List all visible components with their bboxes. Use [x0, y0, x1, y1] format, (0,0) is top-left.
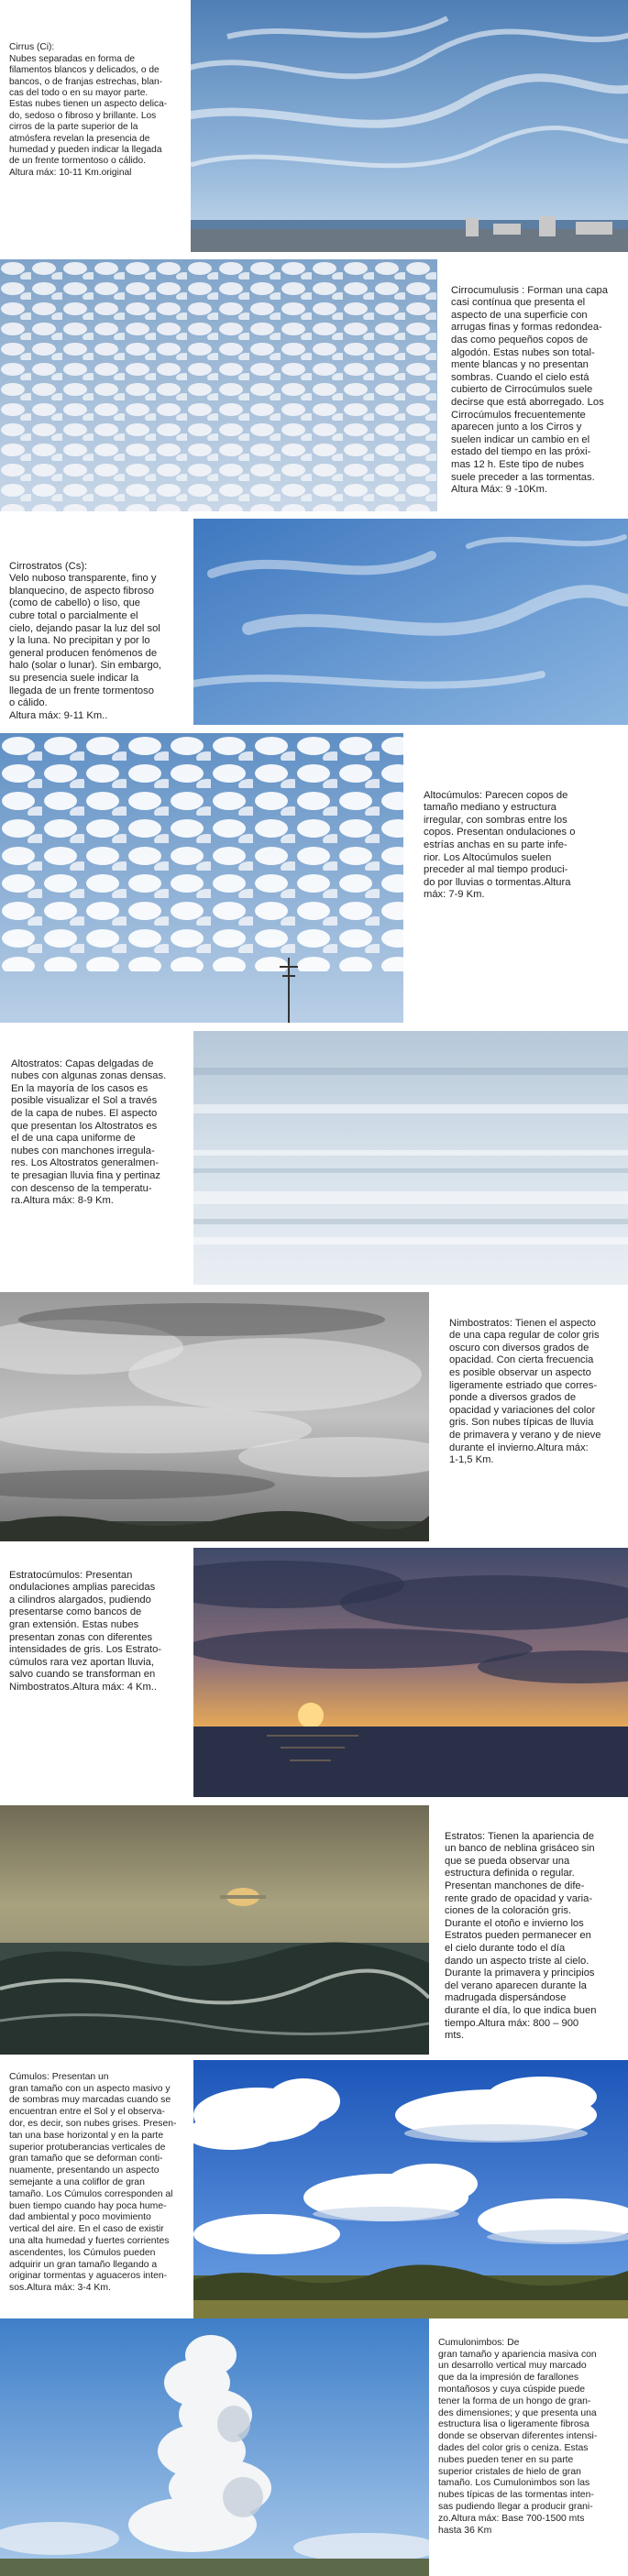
cirrocumulus-photo — [0, 259, 437, 511]
stratus-photo — [0, 1805, 429, 2055]
cloud-row-cirrocumulus — [0, 259, 628, 511]
cumulus-photo — [193, 2060, 628, 2318]
cirrus-text: Nubes separadas en forma de filamentos blancos y delicados, o de bancos, o de franjas estrechas, blan- cas del todo o en su mayor parte. Estas nubes tienen un aspecto delica- do, sedoso o fibroso y brillante. Los cirros de la parte superior de la atmósfera revelan la presencia de humedad y pueden indicar la llegada de un frente tormentoso o cálido. Altura máx: 10-11 Km.original — [9, 53, 168, 178]
cloud-row-cumulonimbus — [0, 2318, 628, 2576]
cloud-row-altocumulus — [0, 733, 628, 1023]
cirrocumulus-text: Cirrocumulusis : Forman una capa casi contínua que presenta el aspecto de una superficie con arrugas finas y formas redondea- das como pequeños copos de algodón. Estas nubes son total- mente blancas y no presentan sombras. Cuando el cielo está cubierto de Cirrocúmulos suele decirse que está aborregado. Los Cirrocúmulos frecuentemente aparecen junto a los Cirros y suelen indicar un cambio en el estado del tiempo en las próxi- mas 12 h. Este tipo de nubes suele preceder a las tormentas. Altura Máx: 9 -10Km. — [451, 284, 608, 496]
cumulonimbus-photo — [0, 2318, 429, 2576]
cloud-row-altostratus — [0, 1031, 628, 1285]
nimbostratus-caption — [449, 1305, 623, 1467]
cumulonimbus-text: Cumulonimbos: De gran tamaño y apariencia masiva con un desarrollo vertical muy marcado que da la impresión de farallones montañosos y cuya cúspide puede tener la forma de un hongo de gran- des dimensiones; y que presenta una estructura lisa o ligeramente fibrosa donde se observan diferentes intensi- dades del color gris o ceniza. Estas nubes pueden tener en su parte superior cristales de hielo de gran tamaño. Los Cumulonimbos son las nubes típicas de las tormentas inten- sas pudiendo llegar a producir grani- zo.Altura máx: Base 700-1500 mts hasta 36 Km — [438, 2337, 598, 2536]
cloud-row-cirrostratus — [0, 519, 628, 725]
cumulus-caption — [9, 2060, 193, 2295]
cloud-row-nimbostratus — [0, 1292, 628, 1541]
cirrostratus-title: Cirrostratos (Cs): — [9, 560, 88, 572]
altostratus-text: Altostratos: Capas delgadas de nubes con algunas zonas densas. En la mayoría de los casos es posible visualizar el Sol a través de la capa de nubes. El aspecto que presentan los Altostratos es el de una capa uniforme de nubes con manchones irregula- res. Los Altostratos generalmen- te presagian lluvia fina y pertinaz con descenso de la temperatu- ra.Altura máx: 8-9 Km. — [11, 1058, 167, 1207]
stratocumulus-caption — [9, 1557, 189, 1694]
cirrostratus-caption — [9, 548, 193, 722]
stratocumulus-text: Estratocúmulos: Presentan ondulaciones amplias parecidas a cilindros alargados, pudiendo presentarse como bancos de gran extensión. Estas nubes presentan zonas con diferentes intensidades de gris. Los Estrato- cúmulos rara vez aportan lluvia, salvo cuando se transforman en Nimbostratos.Altura máx: 4 Km.. — [9, 1569, 162, 1693]
altocumulus-photo — [0, 733, 403, 1023]
altocumulus-text: Altocúmulos: Parecen copos de tamaño mediano y estructura irregular, con sombras entre los copos. Presentan ondulaciones o estrías anchas en su parte infe- rior. Los Altocúmulos suelen preceder al mal tiempo produci- do por lluvias o tormentas.Altura máx: 7-9 Km. — [424, 789, 576, 901]
nimbostratus-text: Nimbostratos: Tienen el aspecto de una capa regular de color gris oscuro con diversos grados de opacidad. Con cierta frecuencia es posible observar un aspecto ligeramente estriado que corres- ponde a diversos grados de opacidad y variaciones del color gris. Son nubes típicas de lluvia de primavera y verano y de nieve durante el invierno.Altura máx: 1-1,5 Km. — [449, 1317, 601, 1466]
nimbostratus-photo — [0, 1292, 429, 1541]
cirrostratus-text: Velo nuboso transparente, fino y blanquecino, de aspecto fibroso (como de cabello) o liso, que cubre total o parcialmente el cielo, dejando pasar la luz del sol y la luna. No precipitan y por lo general producen fenómenos de halo (solar o lunar). Sin embargo, su presencia suele indicar la llegada de un frente tormentoso o cálido. Altura máx: 9-11 Km.. — [9, 573, 162, 721]
altocumulus-caption — [424, 777, 621, 902]
cumulonimbus-caption — [438, 2326, 626, 2537]
cloud-row-stratus — [0, 1805, 628, 2055]
cumulus-text: Cúmulos: Presentan un gran tamaño con un aspecto masivo y de sombras muy marcadas cuando se encuentran entre el Sol y el observa- dor, es decir, son nubes grises. Presen- tan una base horizontal y en la parte superior protuberancias verticales de gran tamaño que se deforman conti- nuamente, presentando un aspecto semejante a una coliflor de gran tamaño. Los Cúmulos corresponden al buen tiempo cuando hay poca hume- dad ambiental y poco movimiento vertical del aire. En el caso de existir una alta humedad y fuertes corrientes ascendentes, los Cúmulos pueden adquirir un gran tamaño llegando a originar tormentas y aguaceros inten- sos.Altura máx: 3-4 Km. — [9, 2071, 177, 2294]
cloud-row-stratocumulus — [0, 1548, 628, 1797]
cirrocumulus-caption — [451, 272, 625, 497]
stratocumulus-photo — [193, 1548, 628, 1797]
cirrus-photo — [191, 0, 628, 252]
cirrus-caption — [9, 31, 189, 179]
altostratus-caption — [11, 1046, 191, 1208]
cloud-row-cumulus — [0, 2060, 628, 2318]
altostratus-photo — [193, 1031, 628, 1285]
cloud-row-cirrus — [0, 0, 628, 252]
stratus-caption — [445, 1818, 624, 2043]
stratus-text: Estratos: Tienen la apariencia de un banco de neblina grisáceo sin que se pueda observar una estructura definida o regular. Presentan manchones de dife- rente grado de opacidad y varia- ciones de la coloración gris. Durante el otoño e invierno los Estratos pueden permanecer en el cielo durante todo el día dando un aspecto triste al cielo. Durante la primavera y principios del verano aparecen durante la madrugada dispersándose durante el día, lo que indica buen tiempo.Altura máx: 800 – 900 mts. — [445, 1830, 597, 2042]
cirrus-title: Cirrus (Ci): — [9, 42, 55, 53]
cirrostratus-photo — [193, 519, 628, 725]
